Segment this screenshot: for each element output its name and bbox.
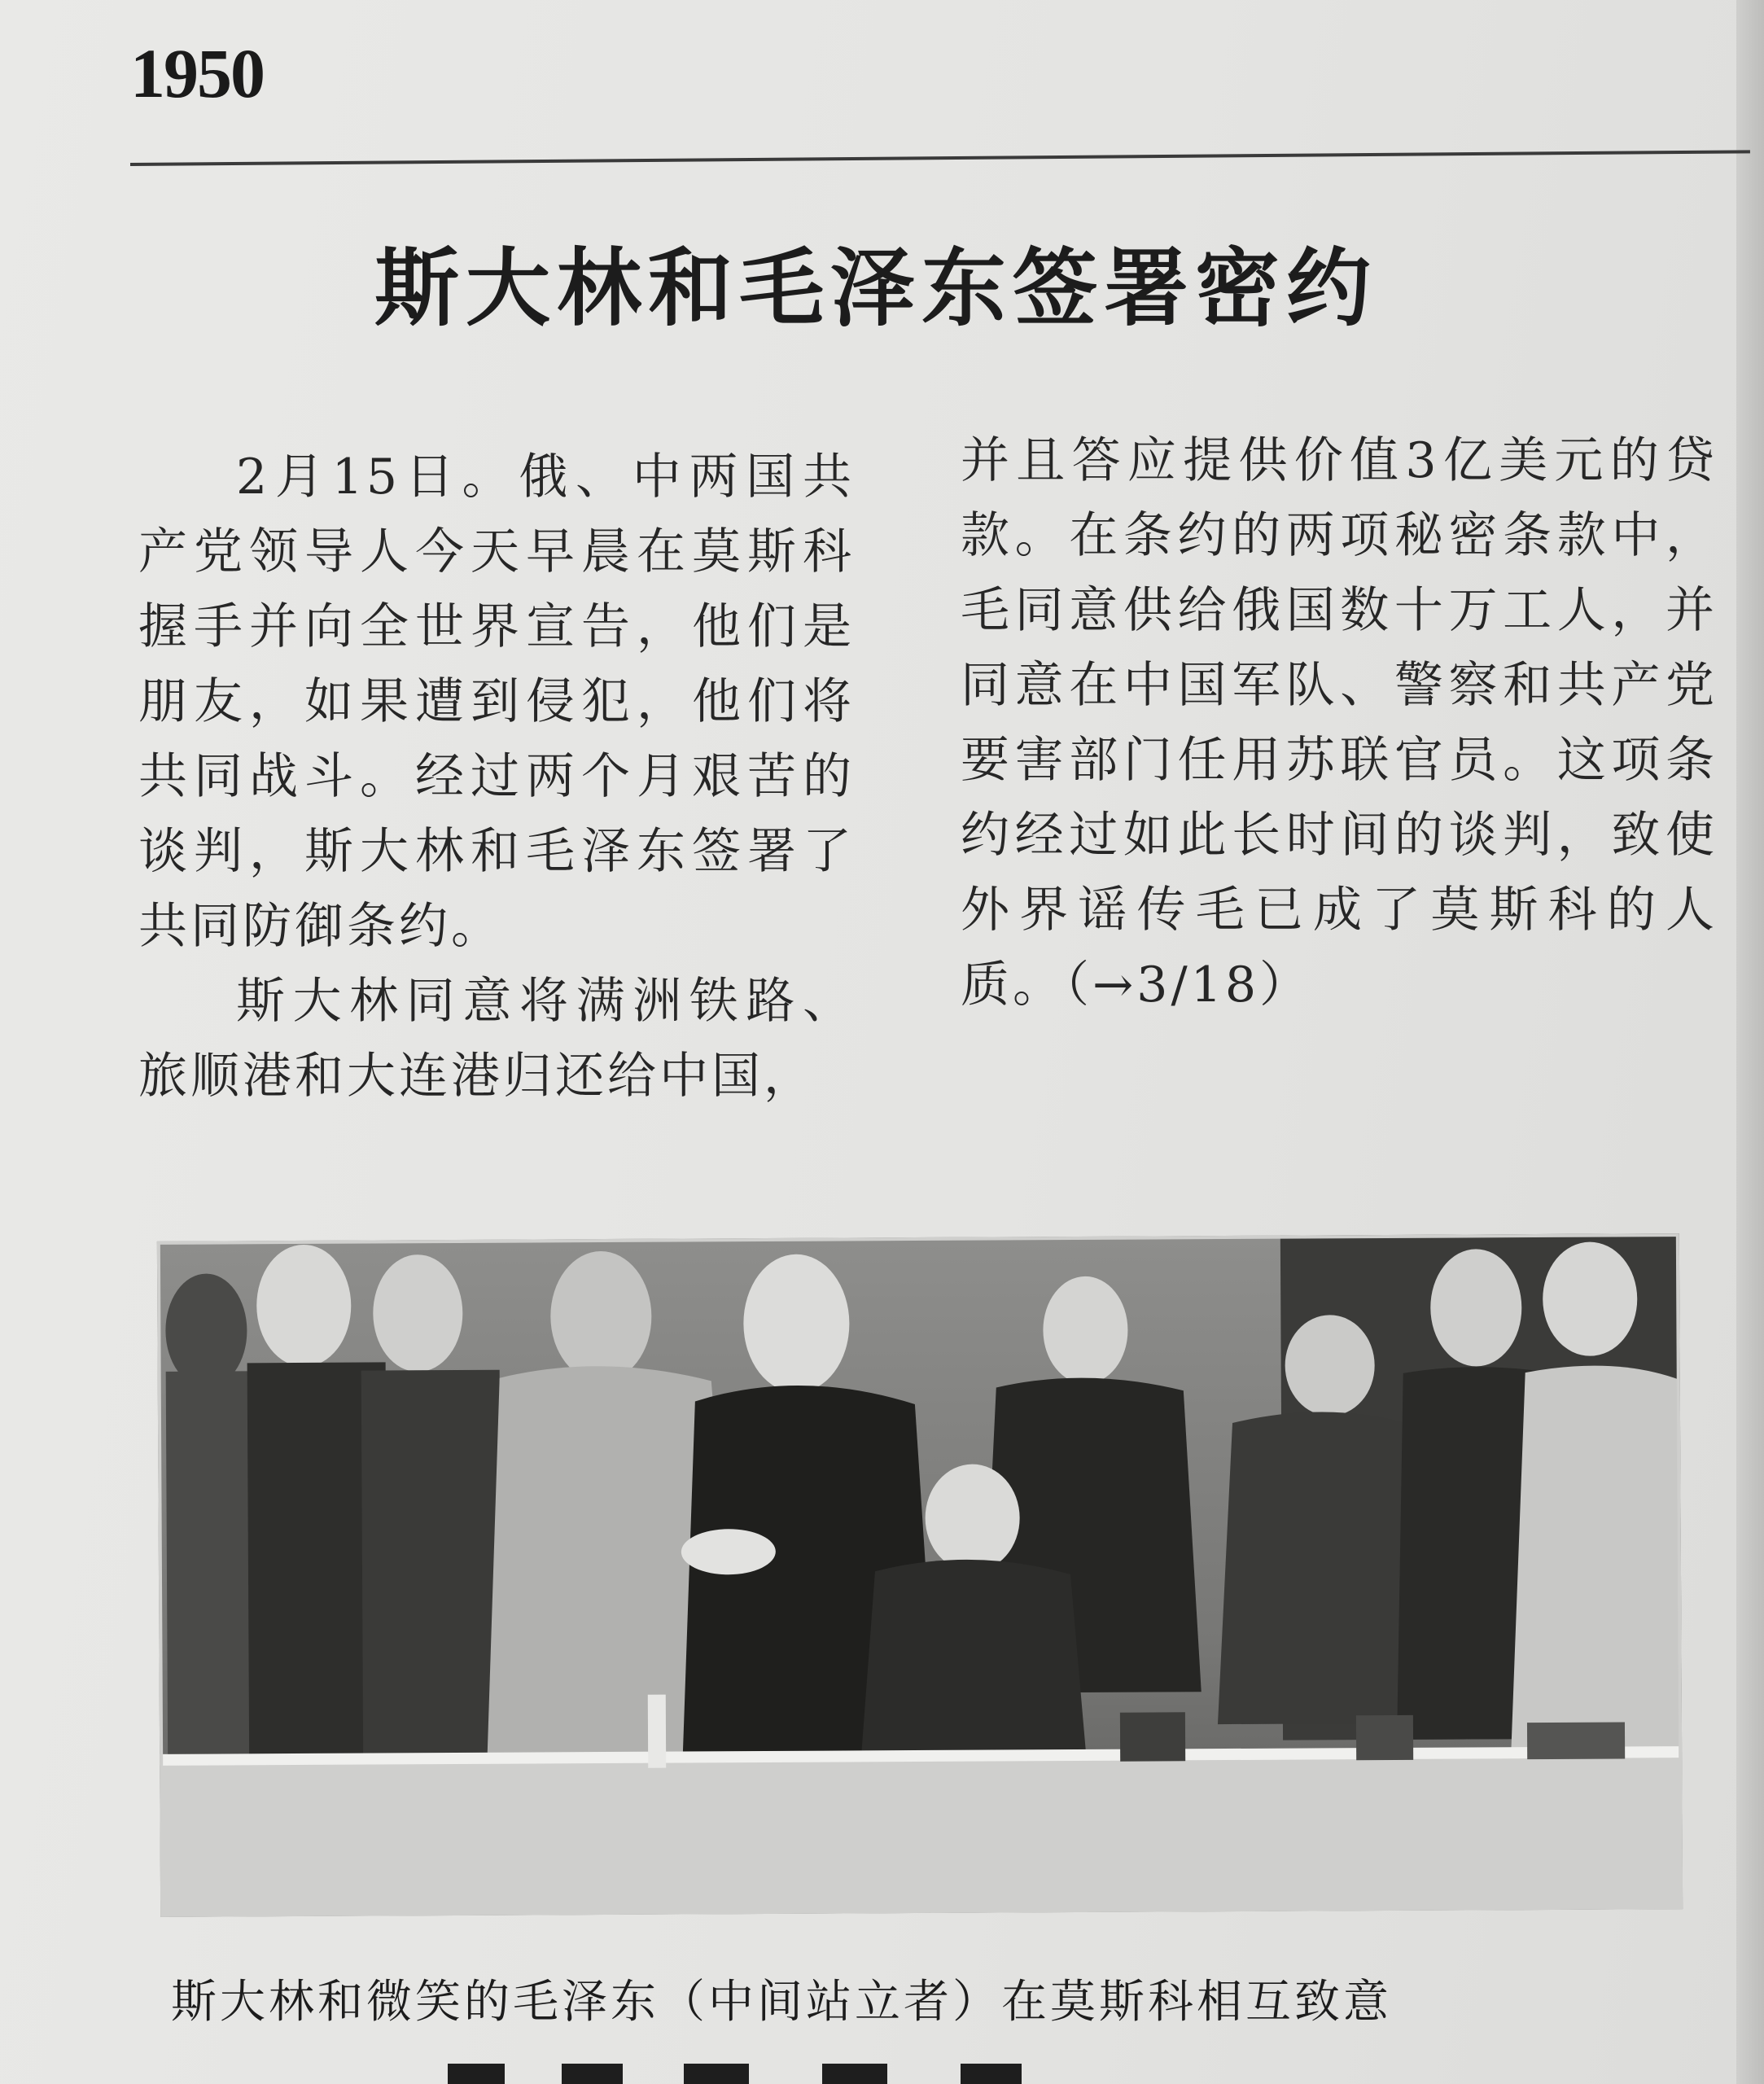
photo-illustration (157, 1233, 1683, 1917)
article-column-left (138, 440, 855, 1114)
article-column-right (961, 423, 1718, 1022)
article-paragraph: 并且答应提供价值3亿美元的贷款。在条约的两项秘密条款中，毛同意供给俄国数十万工人，并同意在中国军队、警察和共产党要害部门任用苏联官员。这项条约经过如此长时间的谈判，致使外界谣传毛已成了莫斯科的人质。（→3/18） (961, 432, 1718, 1014)
article-headline: 斯大林和毛泽东签署密约 (374, 239, 1378, 338)
page-year-header: 1950 (130, 34, 264, 112)
article-paragraph: 2月15日。俄、中两国共产党领导人今天早晨在莫斯科握手并向全世界宣告，他们是朋友，如果遭到侵犯，他们将共同战斗。经过两个月艰苦的谈判，斯大林和毛泽东签署了共同防御条约。 (138, 449, 855, 955)
next-headline-fragment (440, 2064, 1172, 2084)
page-edge-shadow (1736, 0, 1764, 2084)
header-rule (130, 150, 1750, 166)
news-photo (157, 1233, 1683, 1917)
article-paragraph: 斯大林同意将满洲铁路、旅顺港和大连港归还给中国， (138, 973, 855, 1105)
photo-caption: 斯大林和微笑的毛泽东（中间站立者）在莫斯科相互致意 (171, 1976, 1392, 2029)
